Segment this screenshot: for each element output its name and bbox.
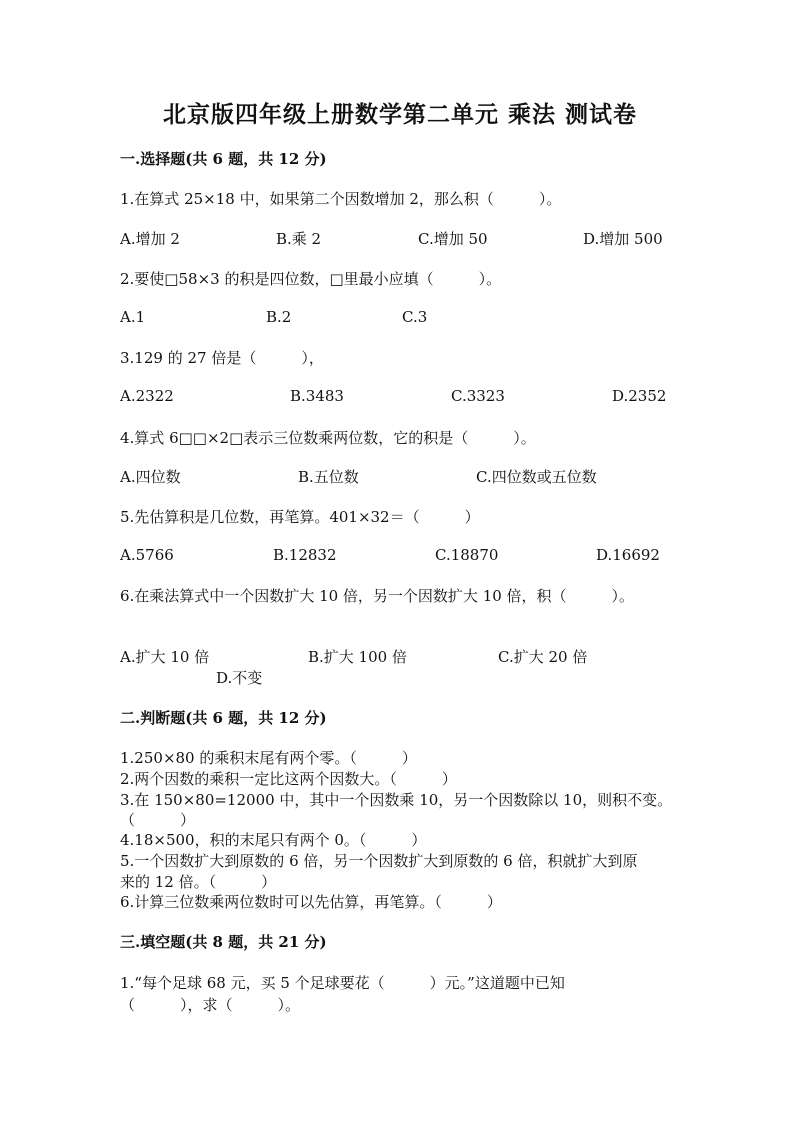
judge-line-1: 1.250×80 的乘积末尾有两个零。（ ） xyxy=(120,749,417,767)
option-1c: C.增加 50 xyxy=(418,230,488,248)
option-5d: D.16692 xyxy=(596,546,660,564)
option-5b: B.12832 xyxy=(273,546,337,564)
question-3: 3.129 的 27 倍是（ ）， xyxy=(120,349,324,367)
question-6: 6.在乘法算式中一个因数扩大 10 倍，另一个因数扩大 10 倍，积（ ）。 xyxy=(120,587,635,605)
judge-line-4: 4.18×500，积的末尾只有两个 0。（ ） xyxy=(120,831,427,849)
option-3c: C.3323 xyxy=(451,387,505,405)
option-2b: B.2 xyxy=(266,308,292,326)
question-4: 4.算式 6□□×2□表示三位数乘两位数，它的积是（ ）。 xyxy=(120,429,536,447)
option-2c: C.3 xyxy=(402,308,428,326)
judge-line-3-cont: （ ） xyxy=(120,811,196,829)
option-6b: B.扩大 100 倍 xyxy=(308,648,407,666)
question-2: 2.要使□58×3 的积是四位数，□里最小应填（ ）。 xyxy=(120,270,502,288)
question-5: 5.先估算积是几位数，再笔算。401×32＝（ ） xyxy=(120,508,480,526)
option-3d: D.2352 xyxy=(612,387,667,405)
judge-line-2: 2.两个因数的乘积一定比这两个因数大。（ ） xyxy=(120,770,457,788)
option-1d: D.增加 500 xyxy=(583,230,663,248)
option-5a: A.5766 xyxy=(120,546,174,564)
section-heading-judge: 二.判断题(共 6 题，共 12 分) xyxy=(120,709,327,727)
option-3a: A.2322 xyxy=(120,387,174,405)
judge-line-3: 3.在 150×80=12000 中，其中一个因数乘 10，另一个因数除以 10，则积不变。 xyxy=(120,791,673,809)
judge-line-5: 5.一个因数扩大到原数的 6 倍，另一个因数扩大到原数的 6 倍，积就扩大到原 xyxy=(120,852,638,870)
judge-line-5-cont: 来的 12 倍。（ ） xyxy=(120,873,277,891)
option-1b: B.乘 2 xyxy=(276,230,322,248)
option-4b: B.五位数 xyxy=(298,468,359,486)
judge-line-6: 6.计算三位数乘两位数时可以先估算，再笔算。（ ） xyxy=(120,893,502,911)
option-6c: C.扩大 20 倍 xyxy=(498,648,588,666)
fill-line-1: 1.“每个足球 68 元，买 5 个足球要花（ ）元。”这道题中已知 xyxy=(120,974,565,992)
option-3b: B.3483 xyxy=(290,387,344,405)
question-1: 1.在算式 25×18 中，如果第二个因数增加 2，那么积（ ）。 xyxy=(120,190,562,208)
option-1a: A.增加 2 xyxy=(120,230,180,248)
option-4a: A.四位数 xyxy=(120,468,181,486)
option-6a: A.扩大 10 倍 xyxy=(120,648,210,666)
option-4c: C.四位数或五位数 xyxy=(476,468,597,486)
section-heading-choice: 一.选择题(共 6 题，共 12 分) xyxy=(120,150,327,168)
exam-title: 北京版四年级上册数学第二单元 乘法 测试卷 xyxy=(162,101,637,128)
option-5c: C.18870 xyxy=(435,546,499,564)
option-2a: A.1 xyxy=(120,308,146,326)
fill-line-1-cont: （ ），求（ ）。 xyxy=(120,996,301,1014)
section-heading-fill: 三.填空题(共 8 题，共 21 分) xyxy=(120,933,327,951)
option-6d: D.不变 xyxy=(216,669,263,687)
